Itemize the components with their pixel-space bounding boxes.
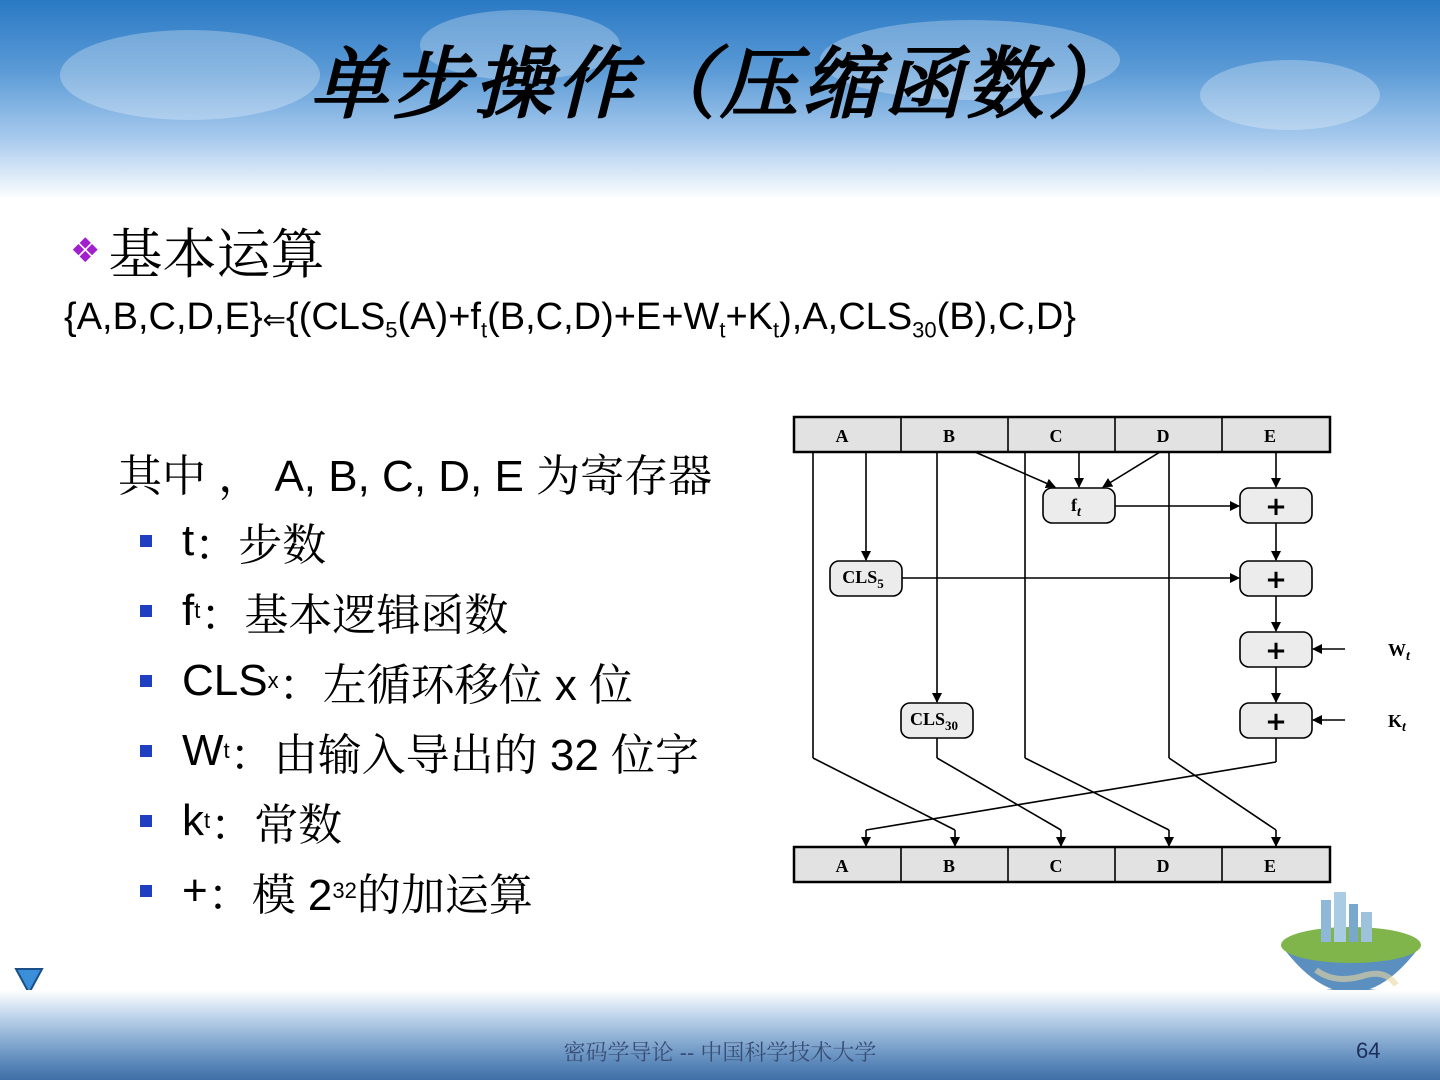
formula-part: ),A,CLS <box>779 296 913 338</box>
bullet-symbol: W <box>182 726 224 775</box>
section-heading-text: 基本运算 <box>108 223 325 286</box>
bullet-symbol: CLS <box>182 656 268 705</box>
list-item <box>140 786 699 856</box>
register-label: B <box>942 856 956 876</box>
formula-part: {(CLS <box>286 296 386 338</box>
formula-part: +K <box>725 296 773 338</box>
diagram-input-labels <box>1380 630 1440 740</box>
adder-symbol: + <box>1265 707 1287 737</box>
register-label: D <box>1156 856 1170 876</box>
cls30-label-main: CLS <box>909 709 946 729</box>
list-item <box>140 716 699 786</box>
adder-symbol: + <box>1265 565 1287 595</box>
formula-lhs: {A,B,C,D,E} <box>64 296 263 338</box>
four-diamond-bullet-icon: ❖ <box>70 230 101 271</box>
bullet-text: ：常数 <box>210 801 343 850</box>
footer-text: 密码学导论 -- 中国科学技术大学 <box>563 1040 877 1065</box>
list-item <box>140 506 699 576</box>
bullet-symbol: t <box>182 516 195 565</box>
formula-arrow: ⇐ <box>262 304 287 335</box>
square-bullet-icon <box>140 885 152 897</box>
bullet-text: ：由输入导出的 32 位字 <box>229 731 700 780</box>
cls5-label-sub: 5 <box>877 576 884 591</box>
intro-text: 其中 ， A, B, C, D, E 为寄存器 <box>118 452 713 501</box>
bullet-sub: t <box>194 598 201 623</box>
bullet-sub: t <box>223 738 230 763</box>
register-label: E <box>1263 426 1277 446</box>
register-label: C <box>1049 426 1063 446</box>
formula-sub: t <box>480 317 488 343</box>
adder-symbol: + <box>1265 492 1287 522</box>
bullet-text: ：模 2 <box>207 871 333 920</box>
wt-label-sub: t <box>1406 649 1410 664</box>
square-bullet-icon <box>140 535 152 547</box>
section-heading <box>70 212 324 289</box>
formula-sub: t <box>773 317 780 343</box>
formula-part: (A)+f <box>397 296 481 338</box>
cls5-label-main: CLS <box>842 567 878 587</box>
page-number: 64 <box>1356 1038 1381 1063</box>
register-label: B <box>942 426 956 446</box>
bullet-symbol: f <box>182 586 195 635</box>
ft-label-main: f <box>1071 495 1078 515</box>
list-item <box>140 856 699 926</box>
wt-label <box>1388 640 1411 664</box>
bullet-sub: t <box>204 808 211 833</box>
square-bullet-icon <box>140 745 152 757</box>
formula <box>64 296 1076 344</box>
formula-sub: 30 <box>912 317 937 343</box>
bullet-text: ：基本逻辑函数 <box>200 591 509 640</box>
adder-symbol: + <box>1265 636 1287 666</box>
cls30-label-sub: 30 <box>945 718 959 733</box>
register-label: A <box>835 426 849 446</box>
bullet-sup: 32 <box>332 878 357 903</box>
formula-sub: t <box>719 317 726 343</box>
square-bullet-icon <box>140 605 152 617</box>
formula-part: (B),C,D} <box>936 296 1077 338</box>
bullet-text: ：步数 <box>194 521 327 570</box>
slide-title: 单步操作（压缩函数） <box>309 39 1130 130</box>
bullet-symbol: k <box>182 796 204 845</box>
bullet-sub: x <box>267 668 279 693</box>
kt-label-sub: t <box>1402 720 1406 735</box>
bullet-symbol: + <box>182 866 208 915</box>
register-label: D <box>1156 426 1170 446</box>
register-label: A <box>835 856 849 876</box>
kt-label-main: K <box>1388 711 1403 731</box>
kt-label <box>1388 711 1407 735</box>
list-item <box>140 576 699 646</box>
square-bullet-icon <box>140 675 152 687</box>
formula-sub: 5 <box>385 317 398 343</box>
bullet-text: ：左循环移位 x 位 <box>278 661 634 710</box>
list-item <box>140 646 699 716</box>
register-label: C <box>1049 856 1063 876</box>
square-bullet-icon <box>140 815 152 827</box>
bullet-tail: 的加运算 <box>356 871 533 920</box>
ft-label-sub: t <box>1077 505 1081 520</box>
sha1-round-diagram <box>785 410 1345 890</box>
register-label: E <box>1263 856 1277 876</box>
formula-part: (B,C,D)+E+W <box>487 296 720 338</box>
wt-label-main: W <box>1388 640 1406 660</box>
definition-list <box>140 506 699 926</box>
